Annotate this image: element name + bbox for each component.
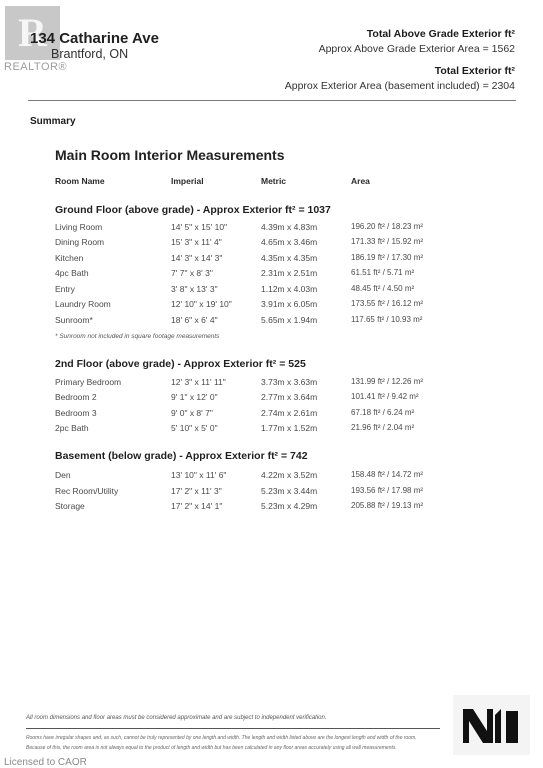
room-metric: 1.77m x 1.52m: [261, 423, 318, 433]
total-exterior-value: Approx Exterior Area (basement included) = 2304: [284, 80, 515, 92]
table-row: [0, 315, 543, 330]
table-row: [0, 222, 543, 237]
sunroom-footnote: * Sunroom not included in square footage measurements: [55, 333, 220, 340]
table-row: [0, 408, 543, 423]
brand-mark-icon: [461, 703, 523, 747]
room-area: 186.19 ft² / 17.30 m²: [351, 253, 424, 262]
realtor-logo-letter: R: [18, 10, 47, 55]
room-imperial: 12' 10" x 19' 10": [171, 299, 232, 309]
realtor-logo-word: REALTOR®: [4, 61, 68, 73]
table-row: [0, 501, 543, 516]
above-grade-title: Total Above Grade Exterior ft²: [366, 28, 515, 40]
room-metric: 5.23m x 4.29m: [261, 501, 318, 511]
table-row: [0, 377, 543, 392]
room-name: Bedroom 3: [55, 408, 97, 418]
room-metric: 2.31m x 2.51m: [261, 268, 318, 278]
room-area: 193.56 ft² / 17.98 m²: [351, 486, 424, 495]
room-area: 67.18 ft² / 6.24 m²: [351, 408, 415, 417]
footer-divider: [26, 728, 440, 729]
room-imperial: 18' 6" x 6' 4": [171, 315, 218, 325]
room-metric: 3.91m x 6.05m: [261, 299, 318, 309]
room-imperial: 7' 7" x 8' 3": [171, 268, 213, 278]
room-imperial: 9' 1" x 12' 0": [171, 392, 218, 402]
above-grade-value: Approx Above Grade Exterior Area = 1562: [318, 43, 515, 55]
property-address: 134 Catharine Ave: [30, 30, 159, 47]
table-row: [0, 486, 543, 501]
room-name: Bedroom 2: [55, 392, 97, 402]
room-metric: 4.22m x 3.52m: [261, 470, 318, 480]
room-name: Storage: [55, 501, 85, 511]
room-imperial: 9' 0" x 8' 7": [171, 408, 213, 418]
measurement-company-logo: [453, 695, 530, 755]
room-metric: 3.73m x 3.63m: [261, 377, 318, 387]
room-imperial: 12' 3" x 11' 11": [171, 377, 226, 387]
room-imperial: 5' 10" x 5' 0": [171, 423, 218, 433]
section-title-second-floor: 2nd Floor (above grade) - Approx Exterior ft² = 525: [55, 358, 306, 370]
fine-print-line-2: Because of this, the room area is not always equal to the product of length and width but has been calculated in any floor areas accurately using all wall measurements.: [26, 745, 397, 751]
summary-label: Summary: [30, 116, 76, 127]
column-header-metric: Metric: [261, 176, 287, 186]
main-title: Main Room Interior Measurements: [55, 147, 285, 163]
room-area: 171.33 ft² / 15.92 m²: [351, 237, 424, 246]
room-name: Den: [55, 470, 71, 480]
room-area: 117.65 ft² / 10.93 m²: [351, 315, 423, 324]
table-row: [0, 470, 543, 485]
table-row: [0, 299, 543, 314]
room-metric: 4.65m x 3.46m: [261, 237, 318, 247]
room-area: 61.51 ft² / 5.71 m²: [351, 268, 415, 277]
room-name: Entry: [55, 284, 75, 294]
room-area: 205.88 ft² / 19.13 m²: [351, 501, 424, 510]
room-area: 131.99 ft² / 12.26 m²: [351, 377, 424, 386]
room-imperial: 15' 3" x 11' 4": [171, 237, 222, 247]
column-header-area: Area: [351, 176, 370, 186]
license-watermark: Licensed to CAOR: [4, 757, 87, 768]
table-row: [0, 253, 543, 268]
room-name: 4pc Bath: [55, 268, 89, 278]
room-area: 173.55 ft² / 16.12 m²: [351, 299, 424, 308]
room-imperial: 13' 10" x 11' 6": [171, 470, 227, 480]
room-imperial: 14' 3" x 14' 3": [171, 253, 223, 263]
room-name: Rec Room/Utility: [55, 486, 119, 496]
table-row: [0, 237, 543, 252]
room-area: 48.45 ft² / 4.50 m²: [351, 284, 415, 293]
section-title-ground-floor: Ground Floor (above grade) - Approx Exterior ft² = 1037: [55, 204, 331, 216]
table-row: [0, 423, 543, 438]
room-area: 21.96 ft² / 2.04 m²: [351, 423, 415, 432]
room-imperial: 3' 8" x 13' 3": [171, 284, 218, 294]
room-name: Kitchen: [55, 253, 84, 263]
room-metric: 2.77m x 3.64m: [261, 392, 318, 402]
measurement-disclaimer: All room dimensions and floor areas must be considered approximate and are subject to independent verification.: [26, 715, 327, 721]
room-name: 2pc Bath: [55, 423, 89, 433]
column-header-imperial: Imperial: [171, 176, 204, 186]
room-metric: 2.74m x 2.61m: [261, 408, 318, 418]
total-exterior-title: Total Exterior ft²: [434, 65, 515, 77]
table-row: [0, 268, 543, 283]
room-imperial: 17' 2" x 14' 1": [171, 501, 223, 511]
room-name: Living Room: [55, 222, 103, 232]
room-imperial: 17' 2" x 11' 3": [171, 486, 222, 496]
room-metric: 4.35m x 4.35m: [261, 253, 318, 263]
room-area: 158.48 ft² / 14.72 m²: [351, 470, 424, 479]
table-row: [0, 284, 543, 299]
table-row: [0, 392, 543, 407]
column-header-room-name: Room Name: [55, 176, 105, 186]
room-metric: 4.39m x 4.83m: [261, 222, 318, 232]
room-metric: 5.23m x 3.44m: [261, 486, 318, 496]
room-name: Laundry Room: [55, 299, 111, 309]
room-metric: 1.12m x 4.03m: [261, 284, 318, 294]
room-imperial: 14' 5" x 15' 10": [171, 222, 228, 232]
property-city: Brantford, ON: [51, 47, 129, 61]
room-name: Dining Room: [55, 237, 105, 247]
room-area: 196.20 ft² / 18.23 m²: [351, 222, 424, 231]
header-divider: [28, 100, 516, 101]
room-metric: 5.65m x 1.94m: [261, 315, 318, 325]
room-area: 101.41 ft² / 9.42 m²: [351, 392, 419, 401]
room-name: Primary Bedroom: [55, 377, 122, 387]
room-name: Sunroom*: [55, 315, 93, 325]
section-title-basement: Basement (below grade) - Approx Exterior ft² = 742: [55, 450, 308, 462]
fine-print-line-1: Rooms have irregular shapes and, as such, cannot be truly represented by one length and width. The length and width listed above are the longest length and width of the room.: [26, 735, 417, 741]
